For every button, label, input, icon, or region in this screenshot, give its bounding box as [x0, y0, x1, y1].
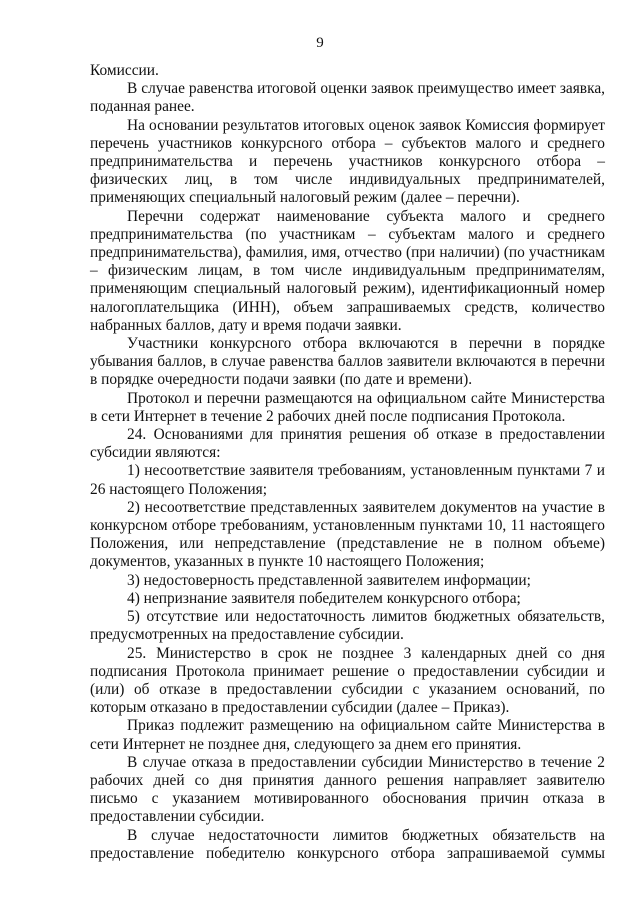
list-item-1: 1) несоответствие заявителя требованиям, установленным пунктами 7 и 26 настоящего Положения;	[90, 462, 605, 498]
paragraph-4: Перечни содержат наименование субъекта малого и среднего предпринимательства (по участникам – субъектам малого и среднего предпринимательства), фамилия, имя, отчество (при наличии) (по участникам – физическим лицам, в том числе индивидуальным предпринимателям, применяющим специальный налоговый режим), идентификационный номер налогоплательщика (ИНН), объем запрашиваемых средств, количество набранных баллов, дату и время подачи заявки.	[90, 207, 605, 334]
paragraph-5: Участники конкурсного отбора включаются в перечни в порядке убывания баллов, в случае равенства баллов заявители включаются в перечни в порядке очередности подачи заявки (по дате и времени).	[90, 335, 605, 389]
document-body	[90, 62, 605, 863]
paragraph-3: На основании результатов итоговых оценок заявок Комиссия формирует перечень участников конкурсного отбора – субъектов малого и среднего предпринимательства и перечень участников конкурсного отбора – физических лиц, в том числе индивидуальных предпринимателей, применяющих специальный налоговый режим (далее – перечни).	[90, 116, 605, 207]
paragraph-1: Комиссии.	[90, 62, 159, 79]
list-item-3: 3) недостоверность представленной заявителем информации;	[127, 571, 531, 589]
paragraph-6: Протокол и перечни размещаются на официальном сайте Министерства в сети Интернет в течение 2 рабочих дней после подписания Протокола.	[90, 389, 605, 425]
paragraph-11: В случае недостаточности лимитов бюджетных обязательств на предоставление победителю конкурсного отбора запрашиваемой суммы	[90, 826, 605, 862]
paragraph-9: Приказ подлежит размещению на официальном сайте Министерства в сети Интернет не позднее дня, следующего за днем его принятия.	[90, 717, 605, 753]
list-item-4: 4) непризнание заявителя победителем конкурсного отбора;	[127, 589, 521, 607]
paragraph-2: В случае равенства итоговой оценки заявок преимущество имеет заявка, поданная ранее.	[90, 80, 605, 116]
paragraph-8: 25. Министерство в срок не позднее 3 календарных дней со дня подписания Протокола принимает решение о предоставлении субсидии и (или) об отказе в предоставлении субсидии с указанием оснований, по которым отказано в предоставлении субсидии (далее – Приказ).	[90, 644, 605, 717]
list-item-5: 5) отсутствие или недостаточность лимитов бюджетных обязательств, предусмотренных на предоставление субсидии.	[90, 608, 605, 644]
list-item-2: 2) несоответствие представленных заявителем документов на участие в конкурсном отборе требованиям, установленным пунктами 10, 11 настоящего Положения, или непредставление (представление не в полном объеме) документов, указанных в пункте 10 настоящего Положения;	[90, 498, 605, 571]
page-number: 9	[316, 35, 324, 51]
paragraph-7: 24. Основаниями для принятия решения об отказе в предоставлении субсидии являются:	[90, 426, 605, 462]
paragraph-10: В случае отказа в предоставлении субсидии Министерство в течение 2 рабочих дней со дня принятия данного решения направляет заявителю письмо с указанием мотивированного обоснования причин отказа в предоставлении субсидии.	[90, 753, 605, 826]
